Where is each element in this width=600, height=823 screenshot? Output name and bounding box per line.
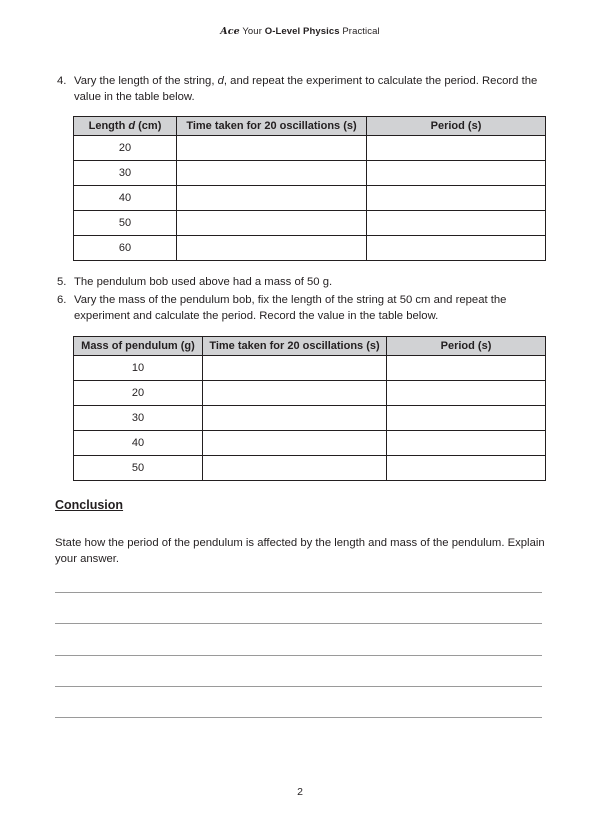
- answer-line-5[interactable]: [55, 717, 542, 718]
- time-column-header: Time taken for 20 oscillations (s): [177, 117, 367, 136]
- period-input-cell[interactable]: [387, 356, 546, 381]
- step-5: [57, 274, 557, 290]
- page-number: 2: [297, 786, 303, 798]
- table-row: [74, 186, 546, 211]
- time-input-cell[interactable]: [203, 456, 387, 481]
- length-column-header: [74, 117, 177, 136]
- period-column-header: Period (s): [387, 337, 546, 356]
- step-4-text-a: Vary the length of the string,: [74, 75, 218, 87]
- time-input-cell[interactable]: [203, 431, 387, 456]
- time-input-cell[interactable]: [177, 211, 367, 236]
- length-header-suffix: (cm): [135, 120, 162, 132]
- mass-cell: 20: [74, 381, 203, 406]
- answer-line-4[interactable]: [55, 686, 542, 687]
- time-input-cell[interactable]: [177, 136, 367, 161]
- mass-table-header: [74, 337, 546, 356]
- length-cell: 20: [74, 136, 177, 161]
- period-input-cell[interactable]: [387, 406, 546, 431]
- time-input-cell[interactable]: [203, 356, 387, 381]
- mass-cell: 40: [74, 431, 203, 456]
- period-input-cell[interactable]: [387, 456, 546, 481]
- time-input-cell[interactable]: [177, 236, 367, 261]
- mass-cell: 30: [74, 406, 203, 431]
- answer-line-1[interactable]: [55, 592, 542, 593]
- length-header-prefix: Length: [88, 120, 129, 132]
- header-your: Your: [242, 26, 262, 37]
- table-row: [74, 236, 546, 261]
- running-header: [0, 26, 600, 37]
- time-input-cell[interactable]: [203, 381, 387, 406]
- time-input-cell[interactable]: [203, 406, 387, 431]
- table-row: [74, 431, 546, 456]
- time-column-header: Time taken for 20 oscillations (s): [203, 337, 387, 356]
- step-4-text: [74, 73, 557, 105]
- step-4-number: 4.: [57, 75, 67, 87]
- table-row: [74, 356, 546, 381]
- length-table-header: [74, 117, 546, 136]
- time-input-cell[interactable]: [177, 161, 367, 186]
- period-input-cell[interactable]: [367, 161, 546, 186]
- period-input-cell[interactable]: [387, 381, 546, 406]
- period-input-cell[interactable]: [367, 236, 546, 261]
- step-6-number: 6.: [57, 294, 67, 306]
- table-row: [74, 381, 546, 406]
- length-table: [73, 116, 546, 261]
- length-header-var: d: [128, 120, 136, 132]
- period-column-header: Period (s): [367, 117, 546, 136]
- step-4: [57, 73, 557, 105]
- step-5-text: The pendulum bob used above had a mass of 50 g.: [74, 276, 333, 288]
- table-row: [74, 406, 546, 431]
- header-practical: Practical: [342, 26, 380, 37]
- time-input-cell[interactable]: [177, 186, 367, 211]
- table-row: [74, 161, 546, 186]
- step-6: [57, 292, 557, 324]
- period-input-cell[interactable]: [367, 211, 546, 236]
- period-input-cell[interactable]: [387, 431, 546, 456]
- conclusion-heading: Conclusion: [55, 498, 124, 512]
- answer-line-3[interactable]: [55, 655, 542, 656]
- table-row: [74, 456, 546, 481]
- length-cell: 50: [74, 211, 177, 236]
- length-cell: 30: [74, 161, 177, 186]
- length-cell: 60: [74, 236, 177, 261]
- table-row: [74, 136, 546, 161]
- header-subject: O-Level Physics: [264, 26, 340, 37]
- step-6-text: Vary the mass of the pendulum bob, fix the length of the string at 50 cm and repeat the experiment and calculate the period. Record the value in the table below.: [74, 294, 507, 322]
- period-input-cell[interactable]: [367, 136, 546, 161]
- answer-line-2[interactable]: [55, 623, 542, 624]
- step-4-variable: d: [217, 75, 224, 87]
- period-input-cell[interactable]: [367, 186, 546, 211]
- header-ace: Ace: [220, 26, 240, 37]
- mass-cell: 50: [74, 456, 203, 481]
- mass-column-header: Mass of pendulum (g): [74, 337, 203, 356]
- mass-cell: 10: [74, 356, 203, 381]
- table-row: [74, 211, 546, 236]
- conclusion-prompt: State how the period of the pendulum is affected by the length and mass of the pendulum. Explain your answer.: [55, 537, 545, 565]
- length-cell: 40: [74, 186, 177, 211]
- mass-table: [73, 336, 546, 481]
- step-4-text-b: , and repeat the experiment to calculate the period. Record the value in the table below.: [74, 75, 538, 103]
- step-5-number: 5.: [57, 276, 67, 288]
